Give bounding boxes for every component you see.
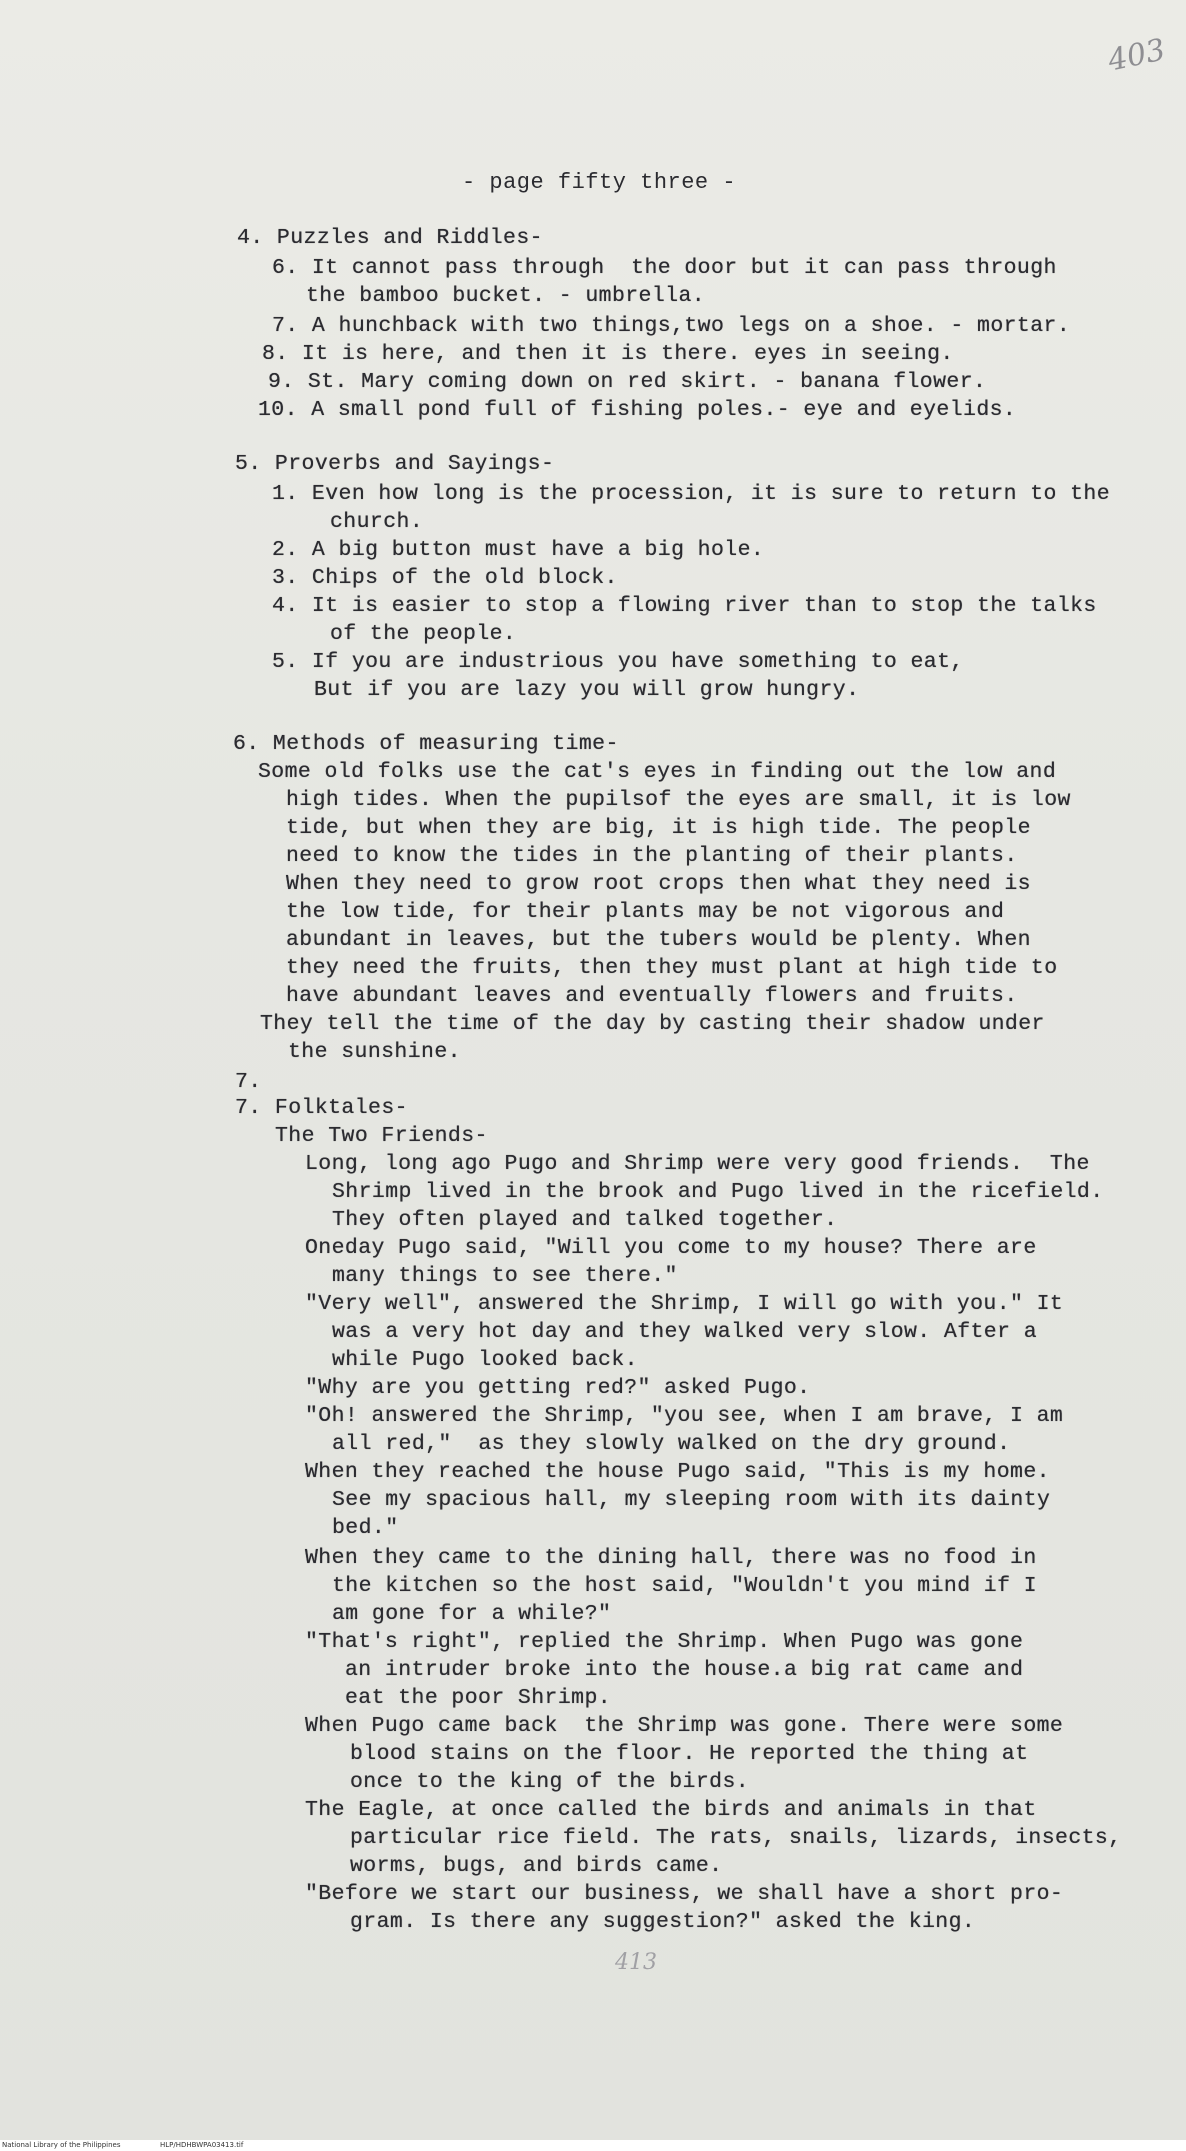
story-line: "Oh! answered the Shrimp, "you see, when I am brave, I am: [305, 1404, 1064, 1428]
story-line: Shrimp lived in the brook and Pugo lived in the ricefield.: [332, 1180, 1104, 1204]
riddle-line: 8. It is here, and then it is there. eyes in seeing.: [262, 342, 954, 366]
story-line: many things to see there.": [332, 1264, 678, 1288]
footer-page-number: 413: [615, 1950, 657, 1975]
paragraph-line: abundant in leaves, but the tubers would be plenty. When: [286, 928, 1031, 952]
riddle-line: 10. A small pond full of fishing poles.- eye and eyelids.: [258, 398, 1017, 422]
proverb-line: 1. Even how long is the procession, it is sure to return to the: [272, 482, 1111, 506]
proverb-line: of the people.: [330, 622, 517, 646]
footer-library-label: National Library of the Philippines: [2, 2141, 121, 2149]
story-line: blood stains on the floor. He reported the thing at: [350, 1742, 1029, 1766]
section-heading: 5. Proverbs and Sayings-: [235, 452, 555, 476]
riddle-line: 6. It cannot pass through the door but it can pass through: [272, 256, 1057, 280]
paragraph-line: have abundant leaves and eventually flowers and fruits.: [286, 984, 1018, 1008]
story-title: The Two Friends-: [275, 1124, 488, 1148]
story-line: while Pugo looked back.: [332, 1348, 638, 1372]
page-heading: - page fifty three -: [462, 170, 737, 195]
proverb-line: 3. Chips of the old block.: [272, 566, 618, 590]
proverb-line: 2. A big button must have a big hole.: [272, 538, 765, 562]
paragraph-line: Some old folks use the cat's eyes in finding out the low and: [258, 760, 1057, 784]
story-line: Oneday Pugo said, "Will you come to my house? There are: [305, 1236, 1037, 1260]
story-line: When Pugo came back the Shrimp was gone. There were some: [305, 1714, 1064, 1738]
story-line: particular rice field. The rats, snails, lizards, insects,: [350, 1826, 1122, 1850]
story-line: "Why are you getting red?" asked Pugo.: [305, 1376, 811, 1400]
paragraph-line: tide, but when they are big, it is high tide. The people: [286, 816, 1031, 840]
proverb-line: 5. If you are industrious you have something to eat,: [272, 650, 964, 674]
proverb-line: But if you are lazy you will grow hungry.: [314, 678, 860, 702]
section-heading: 7. Folktales-: [235, 1096, 408, 1120]
handwritten-page-number: 403: [1104, 32, 1169, 79]
story-line: an intruder broke into the house.a big rat came and: [345, 1658, 1024, 1682]
scan-footer-bar: [0, 2140, 1186, 2151]
riddle-line: the bamboo bucket. - umbrella.: [306, 284, 706, 308]
riddle-line: 7. A hunchback with two things,two legs on a shoe. - mortar.: [272, 314, 1071, 338]
story-line: all red," as they slowly walked on the dry ground.: [332, 1432, 1011, 1456]
story-line: When they came to the dining hall, there was no food in: [305, 1546, 1037, 1570]
story-line: Long, long ago Pugo and Shrimp were very good friends. The: [305, 1152, 1090, 1176]
paragraph-line: When they need to grow root crops then what they need is: [286, 872, 1031, 896]
story-line: am gone for a while?": [332, 1602, 612, 1626]
story-line: bed.": [332, 1516, 399, 1540]
story-line: gram. Is there any suggestion?" asked the king.: [350, 1910, 976, 1934]
riddle-line: 9. St. Mary coming down on red skirt. - banana flower.: [268, 370, 987, 394]
section-heading: 6. Methods of measuring time-: [233, 732, 619, 756]
story-line: "That's right", replied the Shrimp. When Pugo was gone: [305, 1630, 1024, 1654]
story-line: See my spacious hall, my sleeping room with its dainty: [332, 1488, 1051, 1512]
story-line: The Eagle, at once called the birds and animals in that: [305, 1798, 1037, 1822]
paragraph-line: They tell the time of the day by casting their shadow under: [260, 1012, 1045, 1036]
story-line: eat the poor Shrimp.: [345, 1686, 612, 1710]
story-line: "Before we start our business, we shall have a short pro-: [305, 1882, 1064, 1906]
proverb-line: 4. It is easier to stop a flowing river than to stop the talks: [272, 594, 1097, 618]
story-line: once to the king of the birds.: [350, 1770, 750, 1794]
story-line: They often played and talked together.: [332, 1208, 838, 1232]
story-line: was a very hot day and they walked very slow. After a: [332, 1320, 1038, 1344]
story-line: the kitchen so the host said, "Wouldn't you mind if I: [332, 1574, 1038, 1598]
story-line: worms, bugs, and birds came.: [350, 1854, 723, 1878]
stray-number: 7.: [235, 1070, 262, 1094]
footer-file-label: HLP/HDHBWPA03413.tif: [160, 2141, 244, 2149]
story-line: When they reached the house Pugo said, "This is my home.: [305, 1460, 1050, 1484]
section-heading: 4. Puzzles and Riddles-: [237, 226, 543, 250]
paragraph-line: they need the fruits, then they must plant at high tide to: [286, 956, 1058, 980]
proverb-line: church.: [330, 510, 424, 534]
paragraph-line: high tides. When the pupilsof the eyes are small, it is low: [286, 788, 1071, 812]
paragraph-line: the low tide, for their plants may be not vigorous and: [286, 900, 1005, 924]
paragraph-line: need to know the tides in the planting of their plants.: [286, 844, 1018, 868]
paragraph-line: the sunshine.: [288, 1040, 461, 1064]
story-line: "Very well", answered the Shrimp, I will go with you." It: [305, 1292, 1064, 1316]
